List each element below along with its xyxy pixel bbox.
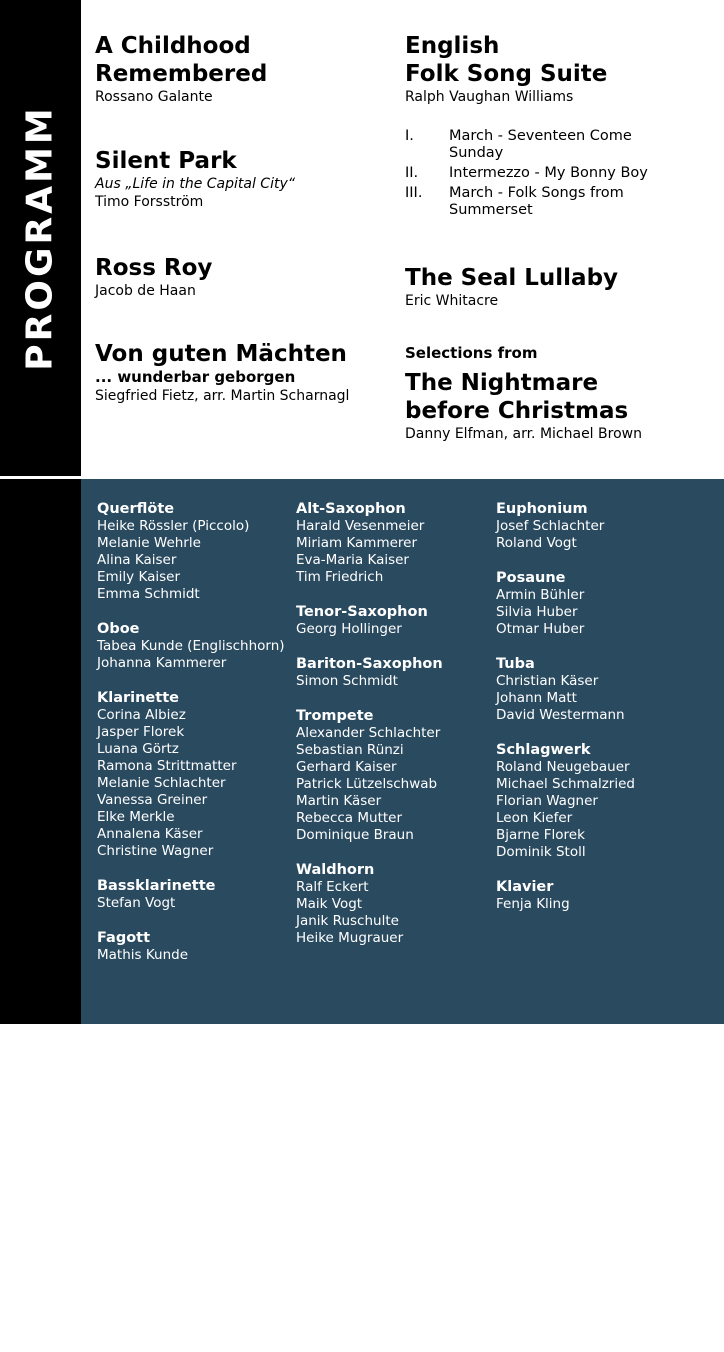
player-name: Roland Neugebauer: [496, 759, 630, 775]
instrument-name: Bassklarinette: [97, 878, 216, 894]
piece-composer: Timo Forsström: [95, 194, 204, 210]
player-name: Janik Ruschulte: [296, 913, 399, 929]
cast-heading: BESETZUNG: [19, 1082, 61, 1352]
piece-title: A Childhood: [95, 33, 251, 59]
player-name: Martin Käser: [296, 793, 382, 809]
piece-von-guten-maechten: [95, 340, 349, 405]
player-name: Emily Kaiser: [97, 569, 180, 585]
player-name: David Westermann: [496, 707, 625, 723]
player-name: Heike Mugrauer: [296, 930, 404, 946]
player-name: Johanna Kammerer: [97, 655, 227, 671]
instrument-group: [496, 656, 696, 724]
player-list: [496, 518, 696, 552]
player-list: [97, 638, 297, 672]
player-name: Patrick Lützelschwab: [296, 776, 438, 792]
instrument-name: Klarinette: [97, 690, 179, 706]
piece-nightmare-before-christmas: [405, 344, 642, 443]
instrument-group: [97, 690, 297, 860]
piece-title: The Seal Lullaby: [405, 265, 619, 291]
player-name: Armin Bühler: [496, 587, 585, 603]
player-name: Simon Schmidt: [296, 673, 398, 689]
instrument-group: [296, 708, 496, 844]
player-list: [496, 673, 696, 724]
player-name: Elke Merkle: [97, 809, 175, 825]
player-name: Luana Görtz: [97, 741, 179, 757]
instrument-group: [97, 501, 297, 603]
cast-column-1: [97, 501, 297, 982]
player-name: Tim Friedrich: [296, 569, 384, 585]
player-name: Jasper Florek: [97, 724, 185, 740]
piece-title: Folk Song Suite: [405, 61, 608, 87]
instrument-group: [97, 621, 297, 672]
player-name: Georg Hollinger: [296, 621, 402, 637]
player-list: [296, 879, 496, 947]
player-name: Stefan Vogt: [97, 895, 176, 911]
player-name: Otmar Huber: [496, 621, 585, 637]
player-name: Florian Wagner: [496, 793, 598, 809]
instrument-name: Tenor-Saxophon: [296, 604, 428, 620]
cast-column-3: [496, 501, 696, 931]
piece-composer: Ralph Vaughan Williams: [405, 89, 574, 105]
player-name: Rebecca Mutter: [296, 810, 403, 826]
player-name: Leon Kiefer: [496, 810, 573, 826]
instrument-group: [496, 879, 696, 913]
player-name: Maik Vogt: [296, 896, 363, 912]
player-name: Ralf Eckert: [296, 879, 369, 895]
player-name: Roland Vogt: [496, 535, 577, 551]
piece-seal-lullaby: [405, 264, 618, 310]
movement-title: March - Seventeen Come Sunday: [449, 128, 632, 161]
piece-title: The Nightmare: [405, 370, 599, 396]
player-list: [296, 725, 496, 844]
instrument-name: Tuba: [496, 656, 535, 672]
instrument-name: Fagott: [97, 930, 151, 946]
instrument-group: [496, 501, 696, 552]
player-name: Fenja Kling: [496, 896, 570, 912]
player-name: Tabea Kunde (Englischhorn): [97, 638, 285, 654]
player-list: [296, 621, 496, 638]
cast-section: [81, 479, 724, 1024]
player-name: Michael Schmalzried: [496, 776, 635, 792]
player-name: Sebastian Rünzi: [296, 742, 404, 758]
player-list: [97, 947, 297, 964]
player-name: Alina Kaiser: [97, 552, 177, 568]
player-list: [97, 707, 297, 860]
piece-composer: Eric Whitacre: [405, 293, 499, 309]
program-heading: PROGRAMM: [19, 105, 61, 371]
movement-number: I.: [405, 128, 414, 144]
player-name: Eva-Maria Kaiser: [296, 552, 409, 568]
piece-title: Von guten Mächten: [95, 341, 347, 367]
player-name: Heike Rössler (Piccolo): [97, 518, 250, 534]
piece-title: English: [405, 33, 500, 59]
player-name: Bjarne Florek: [496, 827, 585, 843]
piece-prefix: Selections from: [405, 344, 538, 362]
player-list: [97, 895, 297, 912]
player-name: Dominik Stoll: [496, 844, 586, 860]
instrument-group: [97, 930, 297, 964]
player-name: Dominique Braun: [296, 827, 414, 843]
piece-title: before Christmas: [405, 398, 629, 424]
sidebar-cast: [0, 479, 81, 1352]
piece-silent-park: [95, 147, 295, 211]
instrument-name: Bariton-Saxophon: [296, 656, 443, 672]
instrument-name: Euphonium: [496, 501, 588, 517]
instrument-group: [296, 604, 496, 638]
player-name: Melanie Wehrle: [97, 535, 201, 551]
movement-item: [405, 128, 669, 162]
player-name: Christian Käser: [496, 673, 599, 689]
instrument-name: Alt-Saxophon: [296, 501, 406, 517]
instrument-group: [296, 501, 496, 586]
player-name: Melanie Schlachter: [97, 775, 226, 791]
player-name: Alexander Schlachter: [296, 725, 441, 741]
piece-composer: Jacob de Haan: [95, 283, 196, 299]
instrument-name: Schlagwerk: [496, 742, 591, 758]
instrument-name: Trompete: [296, 708, 374, 724]
sidebar-program: [0, 0, 81, 476]
player-list: [296, 518, 496, 586]
movement-title: Intermezzo - My Bonny Boy: [449, 165, 648, 181]
player-list: [296, 673, 496, 690]
instrument-name: Oboe: [97, 621, 140, 637]
player-name: Mathis Kunde: [97, 947, 189, 963]
instrument-name: Klavier: [496, 879, 554, 895]
player-name: Emma Schmidt: [97, 586, 200, 602]
piece-composer: Danny Elfman, arr. Michael Brown: [405, 426, 642, 442]
player-name: Gerhard Kaiser: [296, 759, 397, 775]
piece-ross-roy: [95, 254, 212, 300]
instrument-group: [296, 862, 496, 947]
player-list: [496, 759, 696, 861]
instrument-group: [97, 878, 297, 912]
cast-column-2: [296, 501, 496, 965]
piece-title: Remembered: [95, 61, 268, 87]
piece-title: Silent Park: [95, 148, 237, 174]
piece-composer: Siegfried Fietz, arr. Martin Scharnagl: [95, 388, 350, 404]
player-list: [97, 518, 297, 603]
instrument-group: [496, 742, 696, 861]
movement-number: II.: [405, 165, 419, 181]
piece-english-folk-song-suite: [405, 32, 669, 219]
player-list: [496, 587, 696, 638]
instrument-name: Posaune: [496, 570, 566, 586]
movement-item: [405, 185, 669, 219]
piece-subtitle: Aus „Life in the Capital City“: [95, 176, 295, 192]
player-name: Annalena Käser: [97, 826, 203, 842]
player-name: Ramona Strittmatter: [97, 758, 237, 774]
player-name: Silvia Huber: [496, 604, 578, 620]
piece-title: Ross Roy: [95, 255, 213, 281]
player-list: [496, 896, 696, 913]
movement-number: III.: [405, 185, 423, 201]
program-section: [81, 0, 724, 476]
instrument-name: Querflöte: [97, 501, 175, 517]
movement-item: [405, 165, 669, 182]
movement-title: March - Folk Songs from Summerset: [449, 185, 624, 218]
player-name: Vanessa Greiner: [97, 792, 208, 808]
piece-subtitle: ... wunderbar geborgen: [95, 368, 296, 386]
instrument-group: [296, 656, 496, 690]
piece-childhood-remembered: [95, 32, 267, 106]
player-name: Johann Matt: [496, 690, 577, 706]
player-name: Harald Vesenmeier: [296, 518, 425, 534]
player-name: Miriam Kammerer: [296, 535, 418, 551]
player-name: Corina Albiez: [97, 707, 186, 723]
instrument-name: Waldhorn: [296, 862, 375, 878]
movement-list: [405, 128, 669, 219]
player-name: Christine Wagner: [97, 843, 214, 859]
piece-composer: Rossano Galante: [95, 89, 213, 105]
player-name: Josef Schlachter: [496, 518, 605, 534]
instrument-group: [496, 570, 696, 638]
